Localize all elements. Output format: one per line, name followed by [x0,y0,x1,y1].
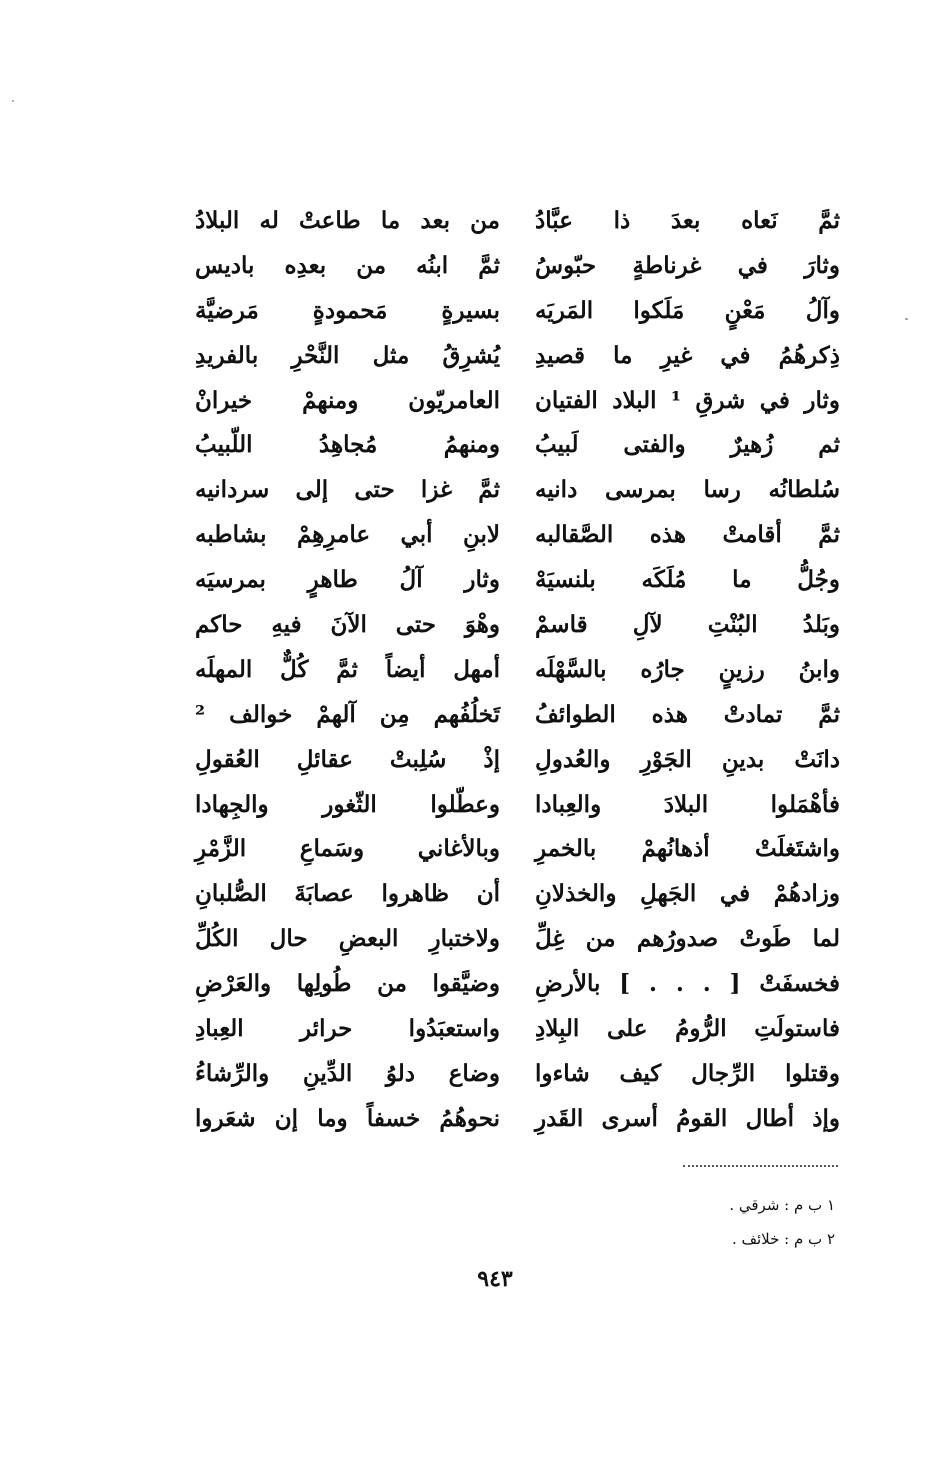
second-hemistich: وضيَّقوا من طُولِها والعَرْضِ [195,970,500,998]
verse-line [195,1051,840,1096]
second-hemistich: لابنِ أبي عامرِهِمْ بشاطبه [195,521,500,549]
verse-line [195,378,840,423]
verse-line [195,422,840,467]
verse-line [195,692,840,737]
verse-line [195,737,840,782]
verse-line [195,333,840,378]
page-speck [12,100,14,102]
second-hemistich: ثمَّ غزا حتى إلى سردانيه [195,476,500,504]
first-hemistich: ذِكرهُمُ في غيرِ ما قصيدِ [535,341,840,369]
second-hemistich: تَخلُفُهم مِن آلهمْ خوالف ² [195,700,500,728]
second-hemistich: وثار آلُ طاهرٍ بمرسيَه [195,566,500,594]
verse-line [195,916,840,961]
second-hemistich: وعطّلوا الثّغور والجِهادا [195,790,500,818]
footnotes [600,1188,835,1256]
first-hemistich: وآلُ مَعْنٍ مَلَكوا المَريَه [535,296,840,324]
first-hemistich: وثار في شرقِ ¹ البلاد الفتيان [535,386,840,414]
footnote-separator [683,1165,838,1167]
second-hemistich: وضاع دلوُ الدِّينِ والرِّشاءُ [195,1059,500,1087]
verse-line [195,467,840,512]
verse-line [195,198,840,243]
footnote-1: ١ ب م : شرقي . [729,1196,835,1214]
verse-line [195,1006,840,1051]
second-hemistich: ثمَّ ابنُه من بعدِه باديس [195,251,500,279]
verse-line [195,647,840,692]
first-hemistich: وبَلدُ البُنْتِ لآلِ قاسمْ [535,610,840,638]
second-hemistich: نحوهُمُ خسفاً وما إن شعَروا [195,1104,500,1132]
first-hemistich: ثمَّ أقامتْ هذه الصَّقالبه [535,521,840,549]
second-hemistich: إذْ سُلِبتْ عقائلِ العُقولِ [195,745,500,773]
verse-line [195,961,840,1006]
verse-line [195,826,840,871]
first-hemistich: وابنُ رزينٍ جارُه بالسَّهْلَه [535,655,840,683]
footnote-2: ٢ ب م : خلائف . [731,1230,835,1248]
verse-line [195,243,840,288]
verse-line [195,602,840,647]
first-hemistich: ثمَّ تمادتْ هذه الطوائفُ [535,700,840,728]
first-hemistich: لما طَوتْ صدورُهم من غِلِّ [535,925,840,953]
poem [195,198,840,1141]
verse-line [195,512,840,557]
second-hemistich: بسيرةٍ مَحمودةٍ مَرضيَّة [195,296,500,324]
first-hemistich: وإذ أطال القومُ أسرى القَدرِ [535,1104,840,1132]
verse-line [195,557,840,602]
second-hemistich: ولاختبارِ البعضِ حال الكُلِّ [195,925,500,953]
first-hemistich: ثم زُهيرٌ والفتى لَبيبُ [535,431,840,459]
first-hemistich: فخسفَتْ [ . . . ] بالأرضِ [535,970,840,998]
second-hemistich: واستعبَدُوا حرائر العِبادِ [195,1014,500,1042]
second-hemistich: ومنهمُ مُجاهِدُ اللّبيبُ [195,431,500,459]
verse-line [195,782,840,827]
first-hemistich: واشتَغلَتْ أذهانُهمْ بالخمرِ [535,835,840,863]
first-hemistich: فاستولَتِ الرُّومُ على البِلادِ [535,1014,840,1042]
first-hemistich: فأهْمَلوا البلادَ والعِبادا [535,790,840,818]
first-hemistich: سُلطانُه رسا بمرسى دانيه [535,476,840,504]
first-hemistich: ثمَّ نَعاه بعدَ ذا عبَّادُ [535,206,840,234]
first-hemistich: وجُلُّ ما مُلَكَه بلنسيَهْ [535,566,840,594]
second-hemistich: يُشرِقُ مثل النَّحْرِ بالفريدِ [195,341,500,369]
verse-line [195,288,840,333]
second-hemistich: العامريّون ومنهمْ خيرانْ [195,386,500,414]
second-hemistich: وهْوَ حتى الآنَ فيهِ حاكم [195,610,500,638]
second-hemistich: وبالأغاني وسَماعِ الزَّمْرِ [195,835,500,863]
page-speck [905,318,908,320]
second-hemistich: أن ظاهروا عصابَةَ الصُّلبانِ [195,880,500,908]
verse-line [195,1096,840,1141]
first-hemistich: دانَتْ بدينِ الجَوْرِ والعُدولِ [535,745,840,773]
second-hemistich: من بعد ما طاعتْ له البلادُ [195,206,500,234]
page-number: ٩٤٣ [477,1266,513,1292]
verse-line [195,871,840,916]
first-hemistich: وزادهُمْ في الجَهلِ والخذلانِ [535,880,840,908]
first-hemistich: وقتلوا الرِّجال كيف شاءوا [535,1059,840,1087]
first-hemistich: وثارَ في غرناطةٍ حبّوسُ [535,251,840,279]
second-hemistich: أمهل أيضاً ثمَّ كُلٌّ المهلَه [195,655,500,683]
